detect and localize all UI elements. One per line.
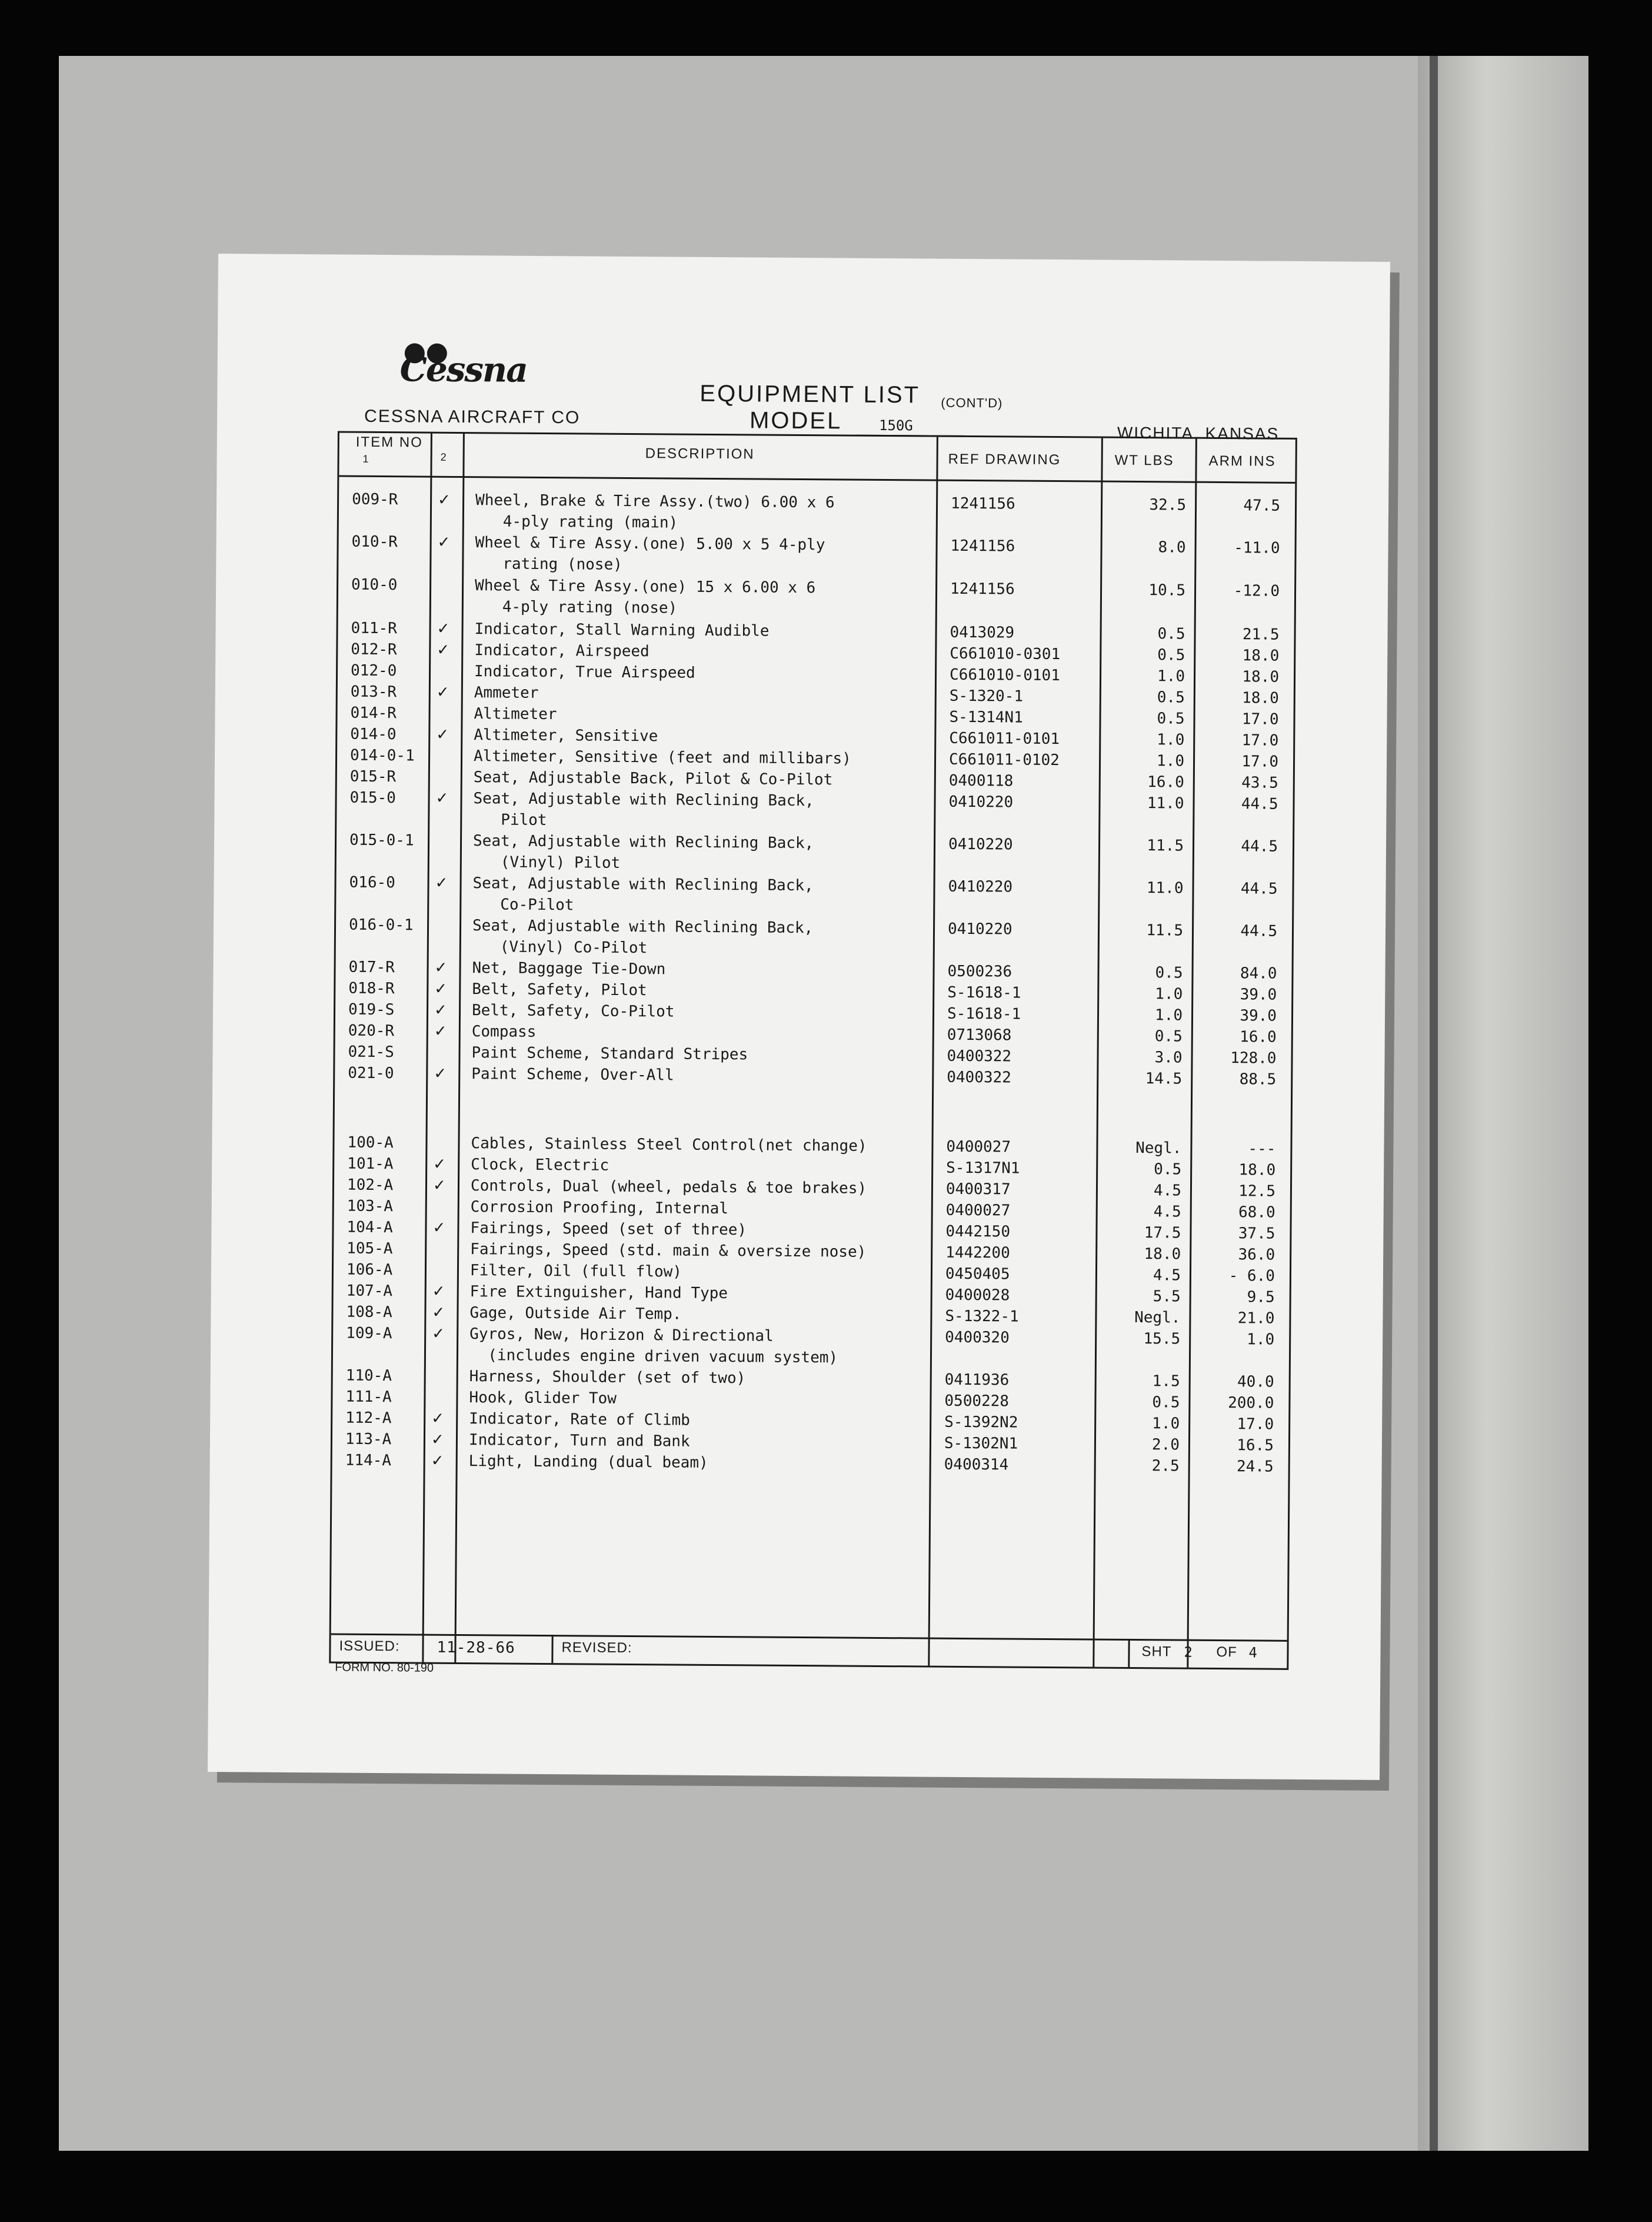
weight-lbs: 1.0 [1154,1006,1183,1024]
weight-lbs: 18.0 [1144,1245,1181,1263]
ref-drawing: 1241156 [950,537,1015,556]
ref-drawing: S-1322-1 [945,1307,1019,1326]
arm-ins: 16.0 [1240,1028,1277,1046]
weight-lbs: Negl. [1134,1308,1181,1327]
item-description: Indicator, Rate of Climb [469,1410,691,1429]
weight-lbs: 0.5 [1154,1027,1183,1046]
arm-ins: 39.0 [1240,1007,1277,1025]
arm-ins: 18.0 [1242,647,1280,665]
item-number: 113-A [345,1430,392,1449]
column-divider [1093,438,1103,1667]
item-number: 111-A [345,1388,392,1406]
item-number: 112-A [345,1409,392,1428]
ref-drawing: 0411936 [944,1371,1010,1389]
ref-drawing: 0413029 [950,623,1015,642]
ref-drawing: 0713068 [947,1026,1012,1045]
ref-drawing: 0450405 [945,1265,1010,1283]
item-number: 016-0-1 [348,916,414,934]
item-number: 100-A [347,1133,394,1152]
weight-lbs: 1.5 [1152,1372,1180,1391]
arm-ins: 1.0 [1247,1330,1275,1349]
item-description: Filter, Oil (full flow) [469,1262,682,1281]
ref-drawing: 0442150 [945,1222,1011,1241]
arm-ins: 84.0 [1240,964,1277,983]
item-description: Hook, Glider Tow [469,1389,617,1408]
check-mark: ✓ [432,1176,446,1195]
item-number: 013-R [350,683,397,701]
weight-lbs: 11.5 [1146,922,1184,940]
model-label: MODEL [749,407,842,434]
item-number: 106-A [346,1260,393,1279]
arm-ins: 44.5 [1241,837,1278,856]
item-description: Altimeter [474,705,557,724]
sheet-number: 2 [1184,1644,1194,1661]
weight-lbs: 0.5 [1157,625,1185,643]
arm-ins: 17.0 [1241,753,1279,771]
item-description: Controls, Dual (wheel, pedals & toe brakes) [470,1177,867,1198]
item-description: Altimeter, Sensitive [474,726,658,746]
ref-drawing: S-1320-1 [949,687,1024,706]
item-description: Fairings, Speed (set of three) [470,1219,747,1239]
item-number: 016-0 [349,873,395,892]
item-number: 019-S [348,1000,395,1019]
arm-ins: 9.5 [1247,1288,1275,1306]
check-mark: ✓ [436,726,449,744]
ref-drawing: 0410220 [948,793,1014,811]
check-mark: ✓ [433,1155,447,1173]
cessna-logo: Cessna [399,349,528,390]
check-mark: ✓ [432,1303,445,1322]
check-mark: ✓ [434,1001,447,1019]
item-description: Indicator, True Airspeed [474,663,695,682]
weight-lbs: 0.5 [1152,1393,1180,1412]
arm-ins: 40.0 [1237,1373,1274,1391]
ref-drawing: C661011-0101 [949,729,1060,749]
item-number: 009-R [352,490,398,509]
check-mark: ✓ [434,959,448,977]
weight-lbs: 14.5 [1145,1070,1183,1088]
item-description: Harness, Shoulder (set of two) [469,1368,746,1388]
weight-lbs: 4.5 [1153,1266,1181,1285]
column-divider [422,434,432,1662]
arm-ins: 36.0 [1238,1246,1275,1264]
item-number: 101-A [347,1155,394,1173]
arm-ins: 18.0 [1242,668,1280,686]
backdrop-side-strip [1418,56,1588,2151]
ref-drawing: 0400027 [946,1137,1011,1156]
weight-lbs: 4.5 [1153,1182,1182,1200]
check-mark: ✓ [431,1452,444,1470]
form-number: FORM NO. 80-190 [335,1661,434,1675]
ref-drawing: 0400027 [945,1201,1011,1220]
weight-lbs: 0.5 [1154,1160,1182,1179]
ref-drawing: 0400320 [945,1328,1010,1347]
item-number: 015-0 [349,789,396,807]
arm-ins: 12.5 [1238,1182,1276,1200]
item-number: 105-A [347,1239,393,1258]
arm-ins: 21.0 [1237,1309,1275,1328]
sheet-of-label: OF [1216,1644,1237,1661]
ref-drawing: 0400118 [948,771,1014,790]
ref-drawing: 0400314 [944,1455,1009,1474]
check-mark: ✓ [435,874,448,892]
check-mark: ✓ [434,1022,447,1040]
check-mark: ✓ [434,980,448,998]
ref-drawing: 1442200 [945,1243,1010,1262]
ref-drawing: 0410220 [948,835,1013,854]
check-mark: ✓ [435,789,449,807]
table-row [337,872,1293,914]
check-mark: ✓ [438,491,451,509]
backdrop-edge-line [1430,56,1438,2151]
weight-lbs: 5.5 [1153,1288,1181,1306]
item-number: 102-A [347,1176,394,1195]
footer-divider-sheet [1128,1639,1130,1667]
item-description: Indicator, Turn and Bank [468,1431,690,1451]
item-number: 010-R [351,533,398,551]
arm-ins: 128.0 [1230,1049,1277,1067]
ref-drawing: S-1302N1 [944,1434,1018,1453]
item-description: Altimeter, Sensitive (feet and millibars) [473,747,851,768]
weight-lbs: 11.0 [1147,794,1184,813]
check-mark: ✓ [436,683,449,701]
equipment-list-sheet [208,254,1390,1780]
item-number: 012-R [351,640,397,659]
sheet-label: SHT [1141,1644,1172,1660]
arm-ins: 88.5 [1239,1070,1277,1089]
weight-lbs: 1.0 [1152,1415,1180,1433]
column-divider [454,434,465,1662]
item-description: Compass [471,1023,537,1041]
arm-ins: -12.0 [1233,582,1280,600]
item-description: Seat, Adjustable Back, Pilot & Co-Pilot [473,769,833,789]
ref-drawing: S-1618-1 [947,1004,1021,1023]
item-description: Fire Extinguisher, Hand Type [469,1283,728,1303]
item-description: Gyros, New, Horizon & Directional (includes engine driven vacuum system) [469,1325,838,1367]
item-number: 018-R [348,979,395,998]
revised-label: REVISED: [561,1639,632,1656]
item-description: Ammeter [474,684,539,702]
ref-drawing: C661011-0102 [948,750,1060,770]
table-row [339,489,1295,532]
item-number: 014-0-1 [349,746,415,765]
model-value: 150G [878,417,913,434]
weight-lbs: 0.5 [1157,646,1185,664]
item-description: Gage, Outside Air Temp. [469,1304,682,1323]
item-number: 114-A [345,1451,392,1470]
ref-drawing: 0410220 [948,877,1013,896]
item-description: Paint Scheme, Standard Stripes [471,1044,748,1064]
weight-lbs: Negl. [1135,1139,1182,1157]
header-item-no: ITEM NO [355,434,423,451]
arm-ins: 16.5 [1237,1436,1274,1455]
arm-ins: 37.5 [1238,1225,1275,1243]
item-description: Paint Scheme, Over-All [471,1065,674,1085]
ref-drawing: S-1317N1 [946,1159,1020,1177]
weight-lbs: 32.5 [1149,496,1187,514]
item-description: Belt, Safety, Co-Pilot [471,1002,675,1021]
equipment-table [329,431,1297,1670]
ref-drawing: 1241156 [950,494,1015,513]
item-description: Seat, Adjustable with Reclining Back, Pilot [473,790,814,830]
item-number: 109-A [346,1324,392,1343]
check-mark: ✓ [434,1065,447,1083]
document-title: EQUIPMENT LIST [700,380,921,408]
item-number: 108-A [346,1303,392,1322]
issued-date: 11-28-66 [437,1638,515,1657]
item-description: Cables, Stainless Steel Control(net change) [471,1135,867,1155]
item-description: Belt, Safety, Pilot [472,980,647,1000]
arm-ins: 18.0 [1242,689,1279,707]
item-description: Wheel & Tire Assy.(one) 15 x 6.00 x 6 4-ply rating (nose) [474,577,816,617]
table-row [338,618,1294,644]
ref-drawing: 0400028 [945,1286,1010,1305]
header-item-no-sub1: 1 [362,453,370,465]
item-description: Fairings, Speed (std. main & oversize nose) [470,1240,867,1261]
sheet-total: 4 [1248,1644,1258,1661]
item-description: Net, Baggage Tie-Down [472,959,666,979]
item-number: 010-0 [351,576,398,594]
weight-lbs: 0.5 [1155,964,1183,982]
arm-ins: - 6.0 [1228,1267,1275,1285]
item-description: Seat, Adjustable with Reclining Back, Co-Pilot [472,874,814,914]
weight-lbs: 4.5 [1153,1203,1181,1221]
arm-ins: 18.0 [1238,1161,1276,1179]
ref-drawing: S-1618-1 [947,983,1021,1002]
item-description: Clock, Electric [471,1156,609,1175]
ref-drawing: 0500236 [947,962,1012,981]
company-location: WICHITA, KANSAS [1117,423,1280,443]
header-arm-ins: ARM INS [1208,453,1276,470]
weight-lbs: 11.0 [1146,879,1184,897]
weight-lbs: 1.0 [1157,731,1185,749]
item-description: Indicator, Airspeed [474,641,650,661]
weight-lbs: 0.5 [1157,710,1185,728]
weight-lbs: 2.0 [1151,1436,1180,1454]
item-number: 110-A [345,1366,392,1385]
weight-lbs: 1.0 [1155,985,1183,1003]
issued-label: ISSUED: [339,1638,400,1655]
check-mark: ✓ [437,620,450,638]
check-mark: ✓ [431,1431,444,1449]
arm-ins: 44.5 [1240,922,1278,940]
arm-ins: 21.5 [1242,626,1280,644]
item-description: Light, Landing (dual beam) [468,1452,708,1472]
arm-ins: 24.5 [1236,1458,1274,1476]
table-row [336,914,1292,957]
arm-ins: 44.5 [1241,795,1278,813]
check-mark: ✓ [437,641,450,659]
ref-drawing: 0400322 [947,1047,1012,1066]
item-number: 012-0 [350,661,397,680]
weight-lbs: 15.5 [1143,1330,1181,1348]
arm-ins: 68.0 [1238,1203,1275,1222]
arm-ins: 47.5 [1243,497,1281,515]
item-number: 014-R [350,704,397,723]
weight-lbs: 11.5 [1147,837,1184,855]
ref-drawing: S-1392N2 [944,1413,1018,1432]
item-description: Wheel & Tire Assy.(one) 5.00 x 5 4-ply rating (nose) [475,534,825,574]
header-divider [339,475,1295,484]
arm-ins: 17.0 [1241,710,1279,729]
weight-lbs: 8.0 [1158,538,1186,557]
arm-ins: --- [1248,1140,1276,1158]
item-description: Corrosion Proofing, Internal [470,1198,729,1218]
ref-drawing: C661010-0101 [949,666,1061,685]
ref-drawing: 1241156 [950,580,1015,598]
header-ref-drawing: REF DRAWING [948,451,1061,468]
weight-lbs: 17.5 [1144,1224,1181,1242]
header-description: DESCRIPTION [645,445,755,463]
header-item-no-sub2: 2 [440,451,448,463]
arm-ins: 44.5 [1240,880,1278,898]
table-row [335,1132,1291,1158]
ref-drawing: 0400317 [945,1180,1011,1199]
table-row [336,957,1292,983]
item-number: 014-0 [350,725,397,744]
header-wt-lbs: WT LBS [1114,452,1174,469]
item-description: Indicator, Stall Warning Audible [474,620,770,640]
check-mark: ✓ [437,533,451,551]
item-description: Wheel, Brake & Tire Assy.(two) 6.00 x 6 4-ply rating (main) [475,491,835,532]
weight-lbs: 10.5 [1148,581,1186,600]
column-divider [928,437,938,1666]
arm-ins: 17.0 [1241,731,1279,750]
title-continued: (CONT'D) [941,395,1003,411]
item-number: 015-0-1 [349,831,414,850]
weight-lbs: 1.0 [1156,752,1185,770]
item-number: 020-R [348,1022,395,1040]
item-description: Seat, Adjustable with Reclining Back, (Vinyl) Co-Pilot [472,917,814,957]
weight-lbs: 3.0 [1154,1049,1183,1067]
item-number: 015-R [349,767,397,786]
check-mark: ✓ [432,1282,445,1300]
item-number: 103-A [347,1197,394,1216]
weight-lbs: 16.0 [1147,773,1184,791]
item-number: 021-S [348,1043,394,1062]
ref-drawing: S-1314N1 [949,708,1023,727]
weight-lbs: 2.5 [1151,1457,1180,1475]
item-number: 021-0 [348,1064,394,1083]
item-number: 011-R [351,619,397,638]
check-mark: ✓ [432,1219,446,1237]
arm-ins: 200.0 [1228,1394,1274,1412]
weight-lbs: 0.5 [1157,688,1185,707]
arm-ins: 17.0 [1237,1415,1274,1433]
ref-drawing: C661010-0301 [950,644,1061,664]
item-description: Seat, Adjustable with Reclining Back, (Vinyl) Pilot [472,832,814,872]
ref-drawing: 0410220 [947,920,1012,939]
arm-ins: 43.5 [1241,774,1278,792]
footer-divider-issued [551,1635,553,1663]
arm-ins: 39.0 [1240,986,1277,1004]
item-number: 017-R [348,958,395,977]
company-name: CESSNA AIRCRAFT CO [364,406,581,428]
check-mark: ✓ [431,1409,445,1428]
ref-drawing: 0400322 [947,1068,1011,1087]
arm-ins: -11.0 [1234,539,1280,557]
weight-lbs: 1.0 [1157,667,1185,686]
table-row [337,830,1293,872]
ref-drawing: 0500228 [944,1392,1010,1411]
item-number: 104-A [347,1218,393,1237]
check-mark: ✓ [432,1325,445,1343]
item-number: 107-A [346,1282,393,1300]
